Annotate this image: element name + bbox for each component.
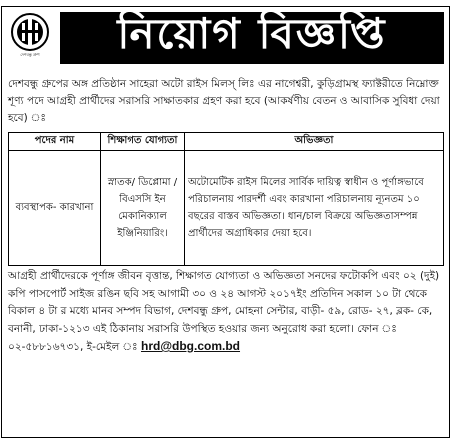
page-title: নিয়োগ বিজ্ঞপ্তি <box>117 8 387 58</box>
post-name-cell: ব্যবস্থাপক- কারখানা <box>9 151 101 266</box>
experience-cell: অটোমেটিক রাইস মিলের সার্বিক দায়িত্ব স্বাধীন ও পূর্ণাঙ্গভাবে পরিচালনায় পারদর্শী এবং কারখানা পরিচালনায় ন্যূনতম ১০ বছরের বাস্তব অভিজ্ঞতা। ধান/চাল বিক্রয়ে অভিজ্ঞতাসম্পন্ন প্রার্থীদের অগ্রাধিকার দেয়া হবে। <box>185 151 444 266</box>
company-logo <box>10 12 50 64</box>
application-instructions <box>8 268 444 357</box>
education-cell: স্নাতক/ ডিপ্লোমা /বিএসসি ইন মেকানিক্যাল ইঞ্জিনিয়ারিং। <box>101 151 185 266</box>
table-header-row <box>9 133 444 151</box>
job-table <box>8 132 444 266</box>
intro-paragraph: দেশবন্ধু গ্রুপের অঙ্গ প্রতিষ্ঠান সাহেরা অটো রাইস মিলস্ লিঃ এর নাগেশ্বরী, কুড়িগ্রামস্থ ফ্যাক্টরীতে নিম্নোক্ত শূণ্য পদে আগ্রহী প্রার্থীদের সরাসরি সাক্ষাতকার গ্রহণ করা হবে (আকর্ষণীয় বেতন ও আবাসিক সুবিধা দেয়া হবে) ঃ <box>8 78 440 124</box>
table-row <box>9 151 444 266</box>
notice-title-banner <box>60 8 444 64</box>
column-header-experience: অভিজ্ঞতা <box>185 133 444 151</box>
logo-caption: দেশবন্ধু গ্রুপ <box>20 52 40 57</box>
company-logo-icon <box>10 12 50 52</box>
email-link[interactable]: hrd@dbg.com.bd <box>140 339 241 353</box>
column-header-education: শিক্ষাগত যোগ্যতা <box>101 133 185 151</box>
column-header-post: পদের নাম <box>9 133 101 151</box>
instructions-text: আগ্রহী প্রার্থীদেরকে পূর্ণাঙ্গ জীবন বৃত্তান্ত, শিক্ষাগত যোগ্যতা ও অভিজ্ঞতা সনদের ফটোকপি এবং ০২ (দুই) কপি পাসপোর্ট সাইজ রঙিন ছবি সহ আগামী ৩০ ও ২৪ আগস্ট ২০১৭ইং প্রতিদিন সকাল ১০ টা থেকে বিকাল ৪ টা র মধ্যে মানব সম্পদ বিভাগ, দেশবন্ধু গ্রুপ, মোহনা সেন্টার, বাড়ী- ৫৯, রোড- ২৭, ব্লক- কে, বনানী, ঢাকা-১২১৩ এই ঠিকানায় সরাসরি উপস্থিত হওয়ার জন্য অনুরোধ করা হলো। ফোন ঃ ০২-৫৮৮১৬৭৩১, ই-মেইল ঃ <box>8 270 440 353</box>
